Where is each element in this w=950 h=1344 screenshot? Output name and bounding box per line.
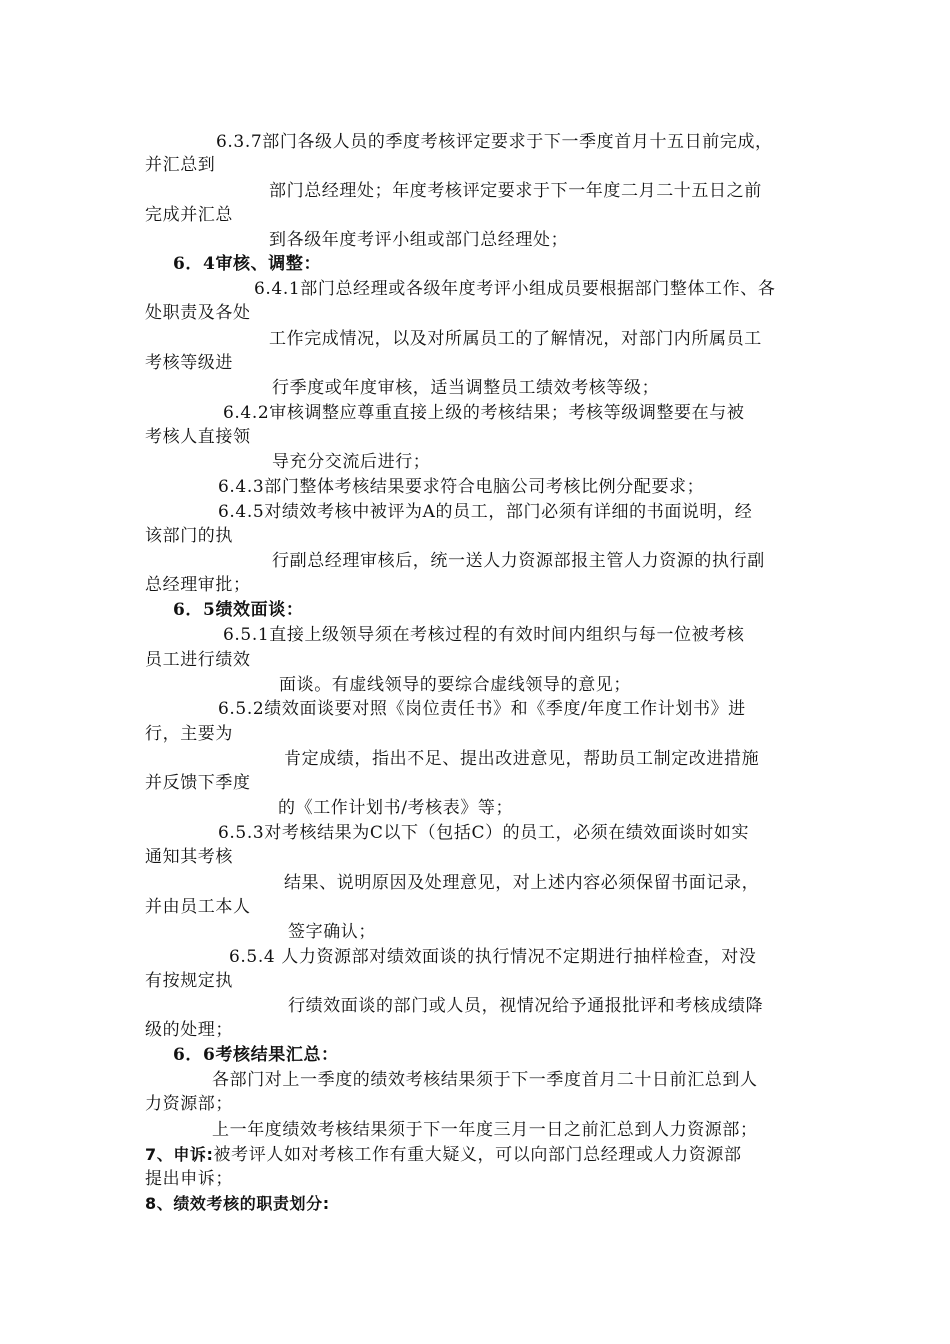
text-line: 力资源部； xyxy=(145,1094,233,1114)
text-line: 通知其考核 xyxy=(145,847,233,867)
text-line: 6.5.4 人力资源部对绩效面谈的执行情况不定期进行抽样检查，对没 xyxy=(229,947,757,967)
text-line: 6.3.7部门各级人员的季度考核评定要求于下一季度首月十五日前完成， xyxy=(216,132,773,152)
text-line: 签字确认； xyxy=(288,922,376,942)
text-line: 该部门的执 xyxy=(145,526,233,546)
text-line: 行绩效面谈的部门或人员，视情况给予通报批评和考核成绩降 xyxy=(288,996,764,1016)
text-line: 结果、说明原因及处理意见，对上述内容必须保留书面记录， xyxy=(284,873,760,893)
text-line: 6.5.1直接上级领导须在考核过程的有效时间内组织与每一位被考核 xyxy=(223,625,745,645)
text-line: 肯定成绩，指出不足、提出改进意见，帮助员工制定改进措施 xyxy=(284,749,760,769)
text-line: 考核等级进 xyxy=(145,353,233,373)
text-line: 面谈。有虚线领导的要综合虚线领导的意见； xyxy=(279,675,631,695)
text-line: 行，主要为 xyxy=(145,724,233,744)
text-line: 上一年度绩效考核结果须于下一年度三月一日之前汇总到人力资源部； xyxy=(212,1120,758,1140)
section-heading-8: 8、绩效考核的职责划分: xyxy=(145,1194,330,1213)
section-7-label: 7、申诉: xyxy=(145,1145,214,1164)
text-line: 6.4.2审核调整应尊重直接上级的考核结果；考核等级调整要在与被 xyxy=(223,403,745,423)
text-line: 员工进行绩效 xyxy=(145,650,251,670)
text-line: 导充分交流后进行； xyxy=(272,452,431,472)
text-line: 处职责及各处 xyxy=(145,303,251,323)
text-line: 行季度或年度审核，适当调整员工绩效考核等级； xyxy=(272,378,660,398)
text-line: 到各级年度考评小组或部门总经理处； xyxy=(269,230,569,250)
section-heading-6-4: 6．4审核、调整： xyxy=(173,254,322,274)
text-line: 有按规定执 xyxy=(145,971,233,991)
text-line: 的《工作计划书/考核表》等； xyxy=(278,798,514,818)
text-line: 并汇总到 xyxy=(145,155,216,175)
text-line: 完成并汇总 xyxy=(145,205,233,225)
section-heading-6-5: 6．5绩效面谈： xyxy=(173,600,304,620)
section-7-appeal xyxy=(145,1144,742,1166)
text-line: 6.4.5对绩效考核中被评为A的员工，部门必须有详细的书面说明，经 xyxy=(218,502,753,522)
text-line: 并由员工本人 xyxy=(145,897,251,917)
text-line: 6.5.3对考核结果为C以下（包括C）的员工，必须在绩效面谈时如实 xyxy=(218,823,750,843)
text-line: 考核人直接领 xyxy=(145,427,251,447)
text-line: 6.4.1部门总经理或各级年度考评小组成员要根据部门整体工作、各 xyxy=(254,279,776,299)
text-line: 级的处理； xyxy=(145,1020,233,1040)
text-line: 工作完成情况，以及对所属员工的了解情况，对部门内所属员工 xyxy=(269,329,762,349)
text-line: 各部门对上一季度的绩效考核结果须于下一季度首月二十日前汇总到人 xyxy=(212,1070,758,1090)
text-line: 提出申诉； xyxy=(145,1169,233,1189)
text-line: 并反馈下季度 xyxy=(145,773,251,793)
text-line: 总经理审批； xyxy=(145,575,251,595)
section-7-text: 被考评人如对考核工作有重大疑义，可以向部门总经理或人力资源部 xyxy=(213,1145,742,1165)
section-heading-6-6: 6．6考核结果汇总： xyxy=(173,1045,339,1065)
text-line: 6.4.3部门整体考核结果要求符合电脑公司考核比例分配要求； xyxy=(218,477,705,497)
text-line: 6.5.2绩效面谈要对照《岗位责任书》和《季度/年度工作计划书》进 xyxy=(218,699,746,719)
text-line: 部门总经理处；年度考核评定要求于下一年度二月二十五日之前 xyxy=(269,181,762,201)
text-line: 行副总经理审核后，统一送人力资源部报主管人力资源的执行副 xyxy=(272,551,765,571)
